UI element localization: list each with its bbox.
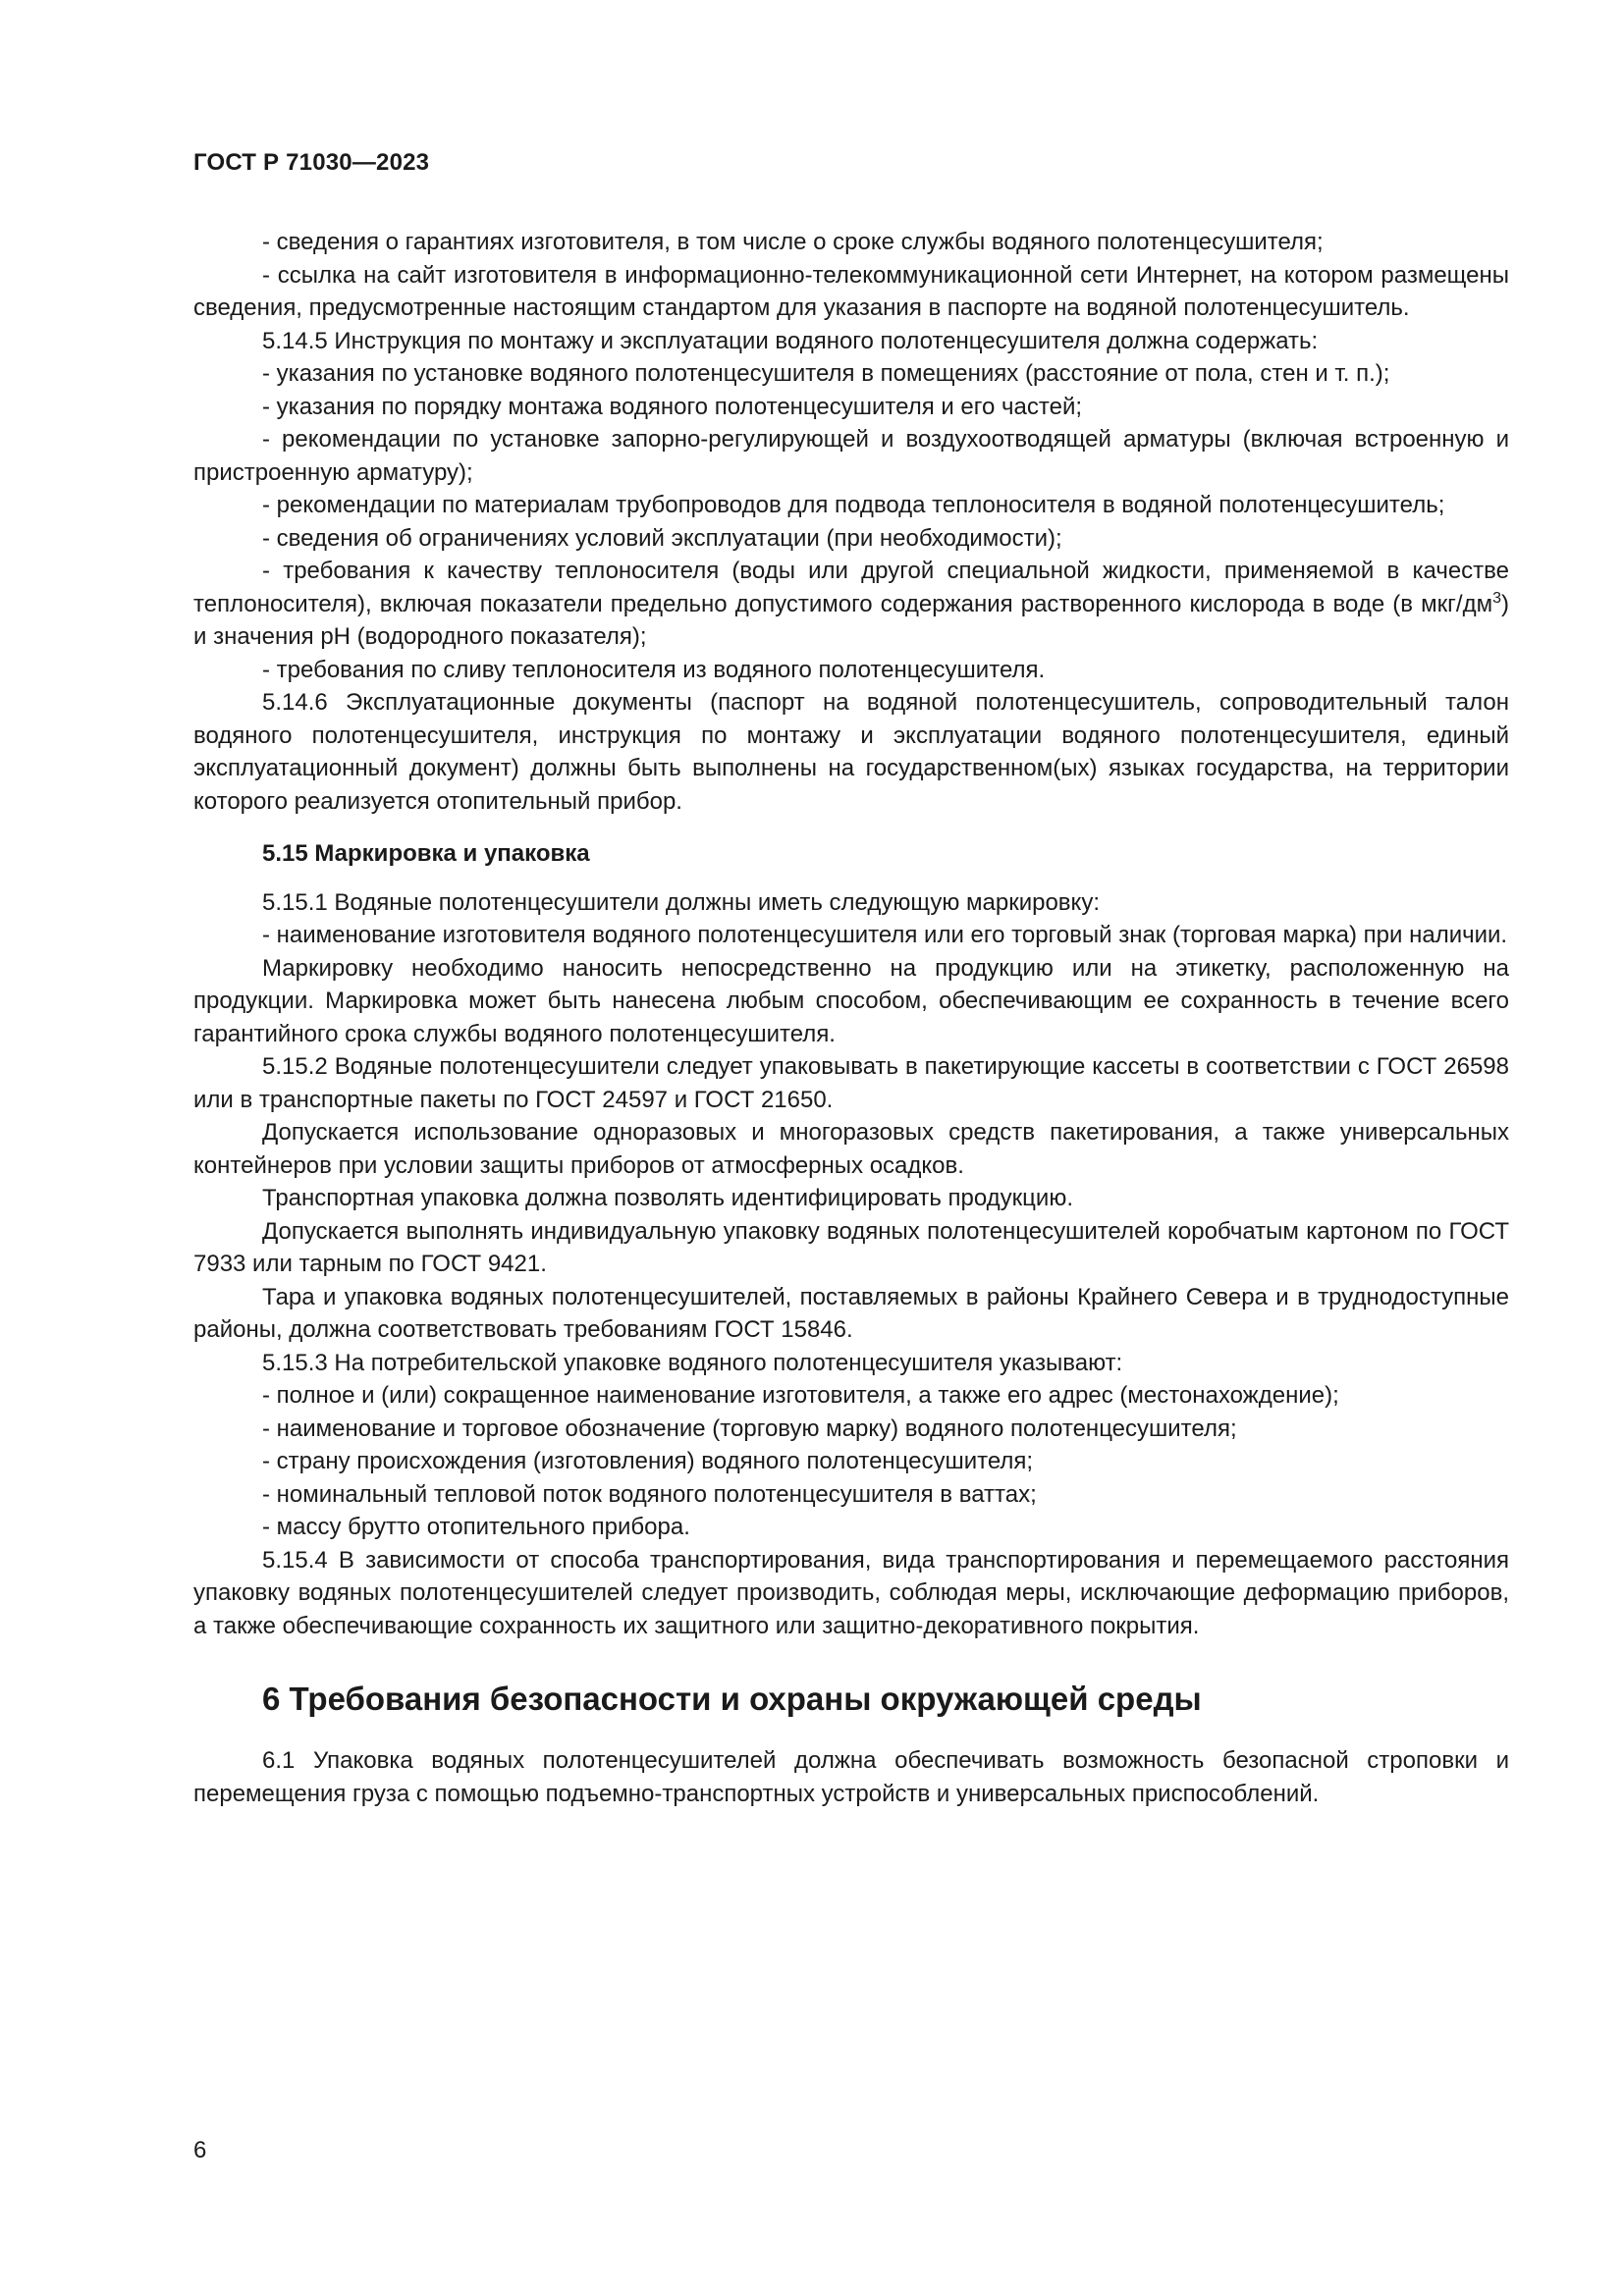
body-paragraph: - наименование изготовителя водяного полотенцесушителя или его торговый знак (торговая марка) при наличии. — [262, 922, 1508, 948]
body-paragraph: - номинальный тепловой поток водяного полотенцесушителя в ваттах; — [262, 1480, 1037, 1508]
body-paragraph: - массу брутто отопительного прибора. — [262, 1514, 690, 1540]
body-paragraph: - сведения об ограничениях условий эксплуатации (при необходимости); — [262, 524, 1062, 552]
body-paragraph: - рекомендации по материалам трубопроводов для подвода теплоносителя в водяной полотенцесушитель; — [262, 492, 1445, 518]
text-segment: - требования к качеству теплоносителя (воды или другой специальной жидкости, применяемой в качестве теплоносителя), включая показатели предельно допустимого содержания растворенного кислорода в воде (в мкг/дм — [193, 558, 1509, 617]
body-paragraph: - сведения о гарантиях изготовителя, в том числе о сроке службы водяного полотенцесушителя; — [262, 229, 1324, 255]
document-code: ГОСТ Р 71030—2023 — [193, 149, 430, 176]
page-number: 6 — [193, 2137, 207, 2163]
body-paragraph: - страну происхождения (изготовления) водяного полотенцесушителя; — [262, 1448, 1034, 1474]
body-paragraph: Допускается выполнять индивидуальную упаковку водяных полотенцесушителей коробчатым картоном по ГОСТ 7933 или тарным по ГОСТ 9421. — [193, 1217, 1509, 1277]
body-paragraph: 5.15.2 Водяные полотенцесушители следует упаковывать в пакетирующие кассеты в соответствии с ГОСТ 26598 или в транспортные пакеты по ГОСТ 24597 и ГОСТ 21650. — [193, 1053, 1509, 1113]
body-paragraph: 5.14.5 Инструкция по монтажу и эксплуатации водяного полотенцесушителя должна содержать: — [262, 327, 1319, 354]
body-paragraph: 5.15.4 В зависимости от способа транспортирования, вида транспортирования и перемещаемого расстояния упаковку водяных полотенцесушителей следует производить, соблюдая меры, исключающие деформацию приборов, а также обеспечивающие сохранность их защитного или защитно-декоративного покрытия. — [193, 1546, 1509, 1639]
body-paragraph: - требования по сливу теплоносителя из водяного полотенцесушителя. — [262, 656, 1046, 683]
body-paragraph: - ссылка на сайт изготовителя в информационно-телекоммуникационной сети Интернет, на котором размещены сведения, предусмотренные настоящим стандартом для указания в паспорте на водяной полотенцесушитель. — [193, 261, 1509, 321]
section-heading-5-15: 5.15 Маркировка и упаковка — [262, 840, 590, 867]
body-paragraph: - указания по порядку монтажа водяного полотенцесушителя и его частей; — [262, 393, 1083, 420]
text-segment: ) и значения рН (водородного показателя); — [193, 590, 1509, 650]
body-paragraph: Допускается использование одноразовых и многоразовых средств пакетирования, а также универсальных контейнеров при условии защиты приборов от атмосферных осадков. — [193, 1119, 1509, 1179]
section-heading-6: 6 Требования безопасности и охраны окружающей среды — [262, 1681, 1202, 1717]
body-paragraph: 6.1 Упаковка водяных полотенцесушителей должна обеспечивать возможность безопасной строповки и перемещения груза с помощью подъемно-транспортных устройств и универсальных приспособлений. — [193, 1747, 1509, 1807]
body-paragraph-coolant-quality — [193, 555, 1509, 654]
superscript: 3 — [1492, 589, 1501, 607]
body-paragraph: 5.15.1 Водяные полотенцесушители должны иметь следующую маркировку: — [262, 888, 1100, 916]
body-paragraph: Тара и упаковка водяных полотенцесушителей, поставляемых в районы Крайнего Севера и в труднодоступные районы, должна соответствовать требованиям ГОСТ 15846. — [193, 1283, 1509, 1343]
body-paragraph: - наименование и торговое обозначение (торговую марку) водяного полотенцесушителя; — [262, 1415, 1237, 1442]
body-paragraph: - указания по установке водяного полотенцесушителя в помещениях (расстояние от пола, стен и т. п.); — [262, 360, 1390, 387]
body-paragraph: - полное и (или) сокращенное наименование изготовителя, а также его адрес (местонахождение); — [262, 1382, 1339, 1409]
body-paragraph: Маркировку необходимо наносить непосредственно на продукцию или на этикетку, расположенную на продукции. Маркировка может быть нанесена любым способом, обеспечивающим ее сохранность в течение всего гарантийного срока службы водяного полотенцесушителя. — [193, 954, 1509, 1047]
body-paragraph: - рекомендации по установке запорно-регулирующей и воздухоотводящей арматуры (включая встроенную и пристроенную арматуру); — [193, 426, 1509, 486]
document-body — [193, 226, 1509, 1810]
body-paragraph: 5.14.6 Эксплуатационные документы (паспорт на водяной полотенцесушитель, сопроводительный талон водяного полотенцесушителя, инструкция по монтажу и эксплуатации водяного полотенцесушителя, единый эксплуатационный документ) должны быть выполнены на государственном(ых) языках государства, на территории которого реализуется отопительный прибор. — [193, 689, 1509, 815]
body-paragraph: Транспортная упаковка должна позволять идентифицировать продукцию. — [262, 1185, 1073, 1211]
body-paragraph: 5.15.3 На потребительской упаковке водяного полотенцесушителя указывают: — [262, 1349, 1123, 1376]
